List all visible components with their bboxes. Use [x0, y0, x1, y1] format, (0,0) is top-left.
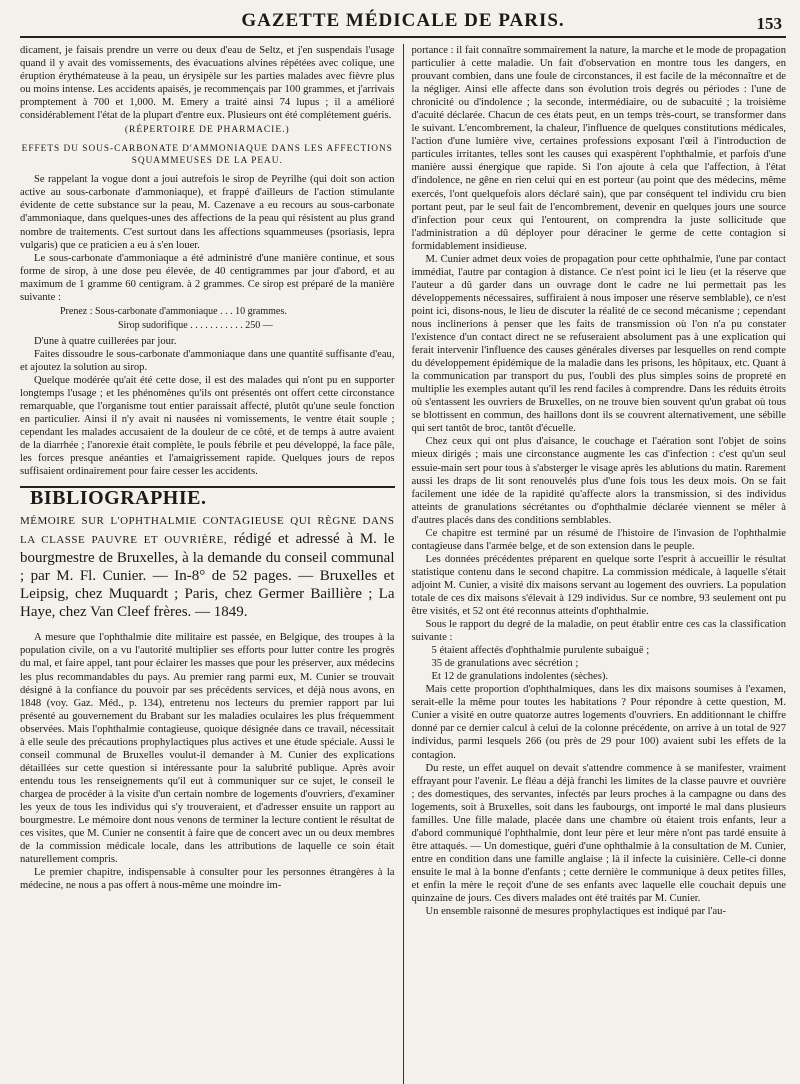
article-columns	[20, 44, 786, 1084]
page-header	[20, 10, 786, 38]
prescription-line: Prenez : Sous-carbonate d'ammoniaque . . . 10 grammes.	[60, 305, 287, 317]
left-column	[20, 44, 404, 1084]
paragraph: Se rappelant la vogue dont a joui autrefois le sirop de Peyrilhe (qui doit son action active au sous-carbonate d'ammoniaque), et frappé d'ailleurs de l'action stimulante évidente de cette substance sur la peau, M. Cazenave a eu recours au sous-carbonate d'ammoniaque, dans quelques-unes des affections de la peau qui résistent au plus grand nombre de traitements. C'est surtout dans les affections squammeuses (psoriasis, lepra vulgaris) que ce praticien a eu à s'en louer.	[20, 174, 395, 251]
paragraph: Sous le rapport du degré de la maladie, on peut établir entre ces cas la classification suivante :	[411, 619, 786, 644]
paragraph: Les données précédentes préparent en quelque sorte l'esprit à accueillir le résultat statistique contenu dans le second chapitre. La commission médicale, à laquelle s'était adjoint M. Cunier, a visité dix maisons servant au logement des ouvriers. La population totale de ces dix maisons s'élevait à 129 individus. Sur ce nombre, 93 seulement ont pu être visités, et 52 ont été reconnus atteints d'ophthalmie.	[411, 553, 786, 618]
paragraph: Mais cette proportion d'ophthalmiques, dans les dix maisons soumises à l'examen, serait-elle la même pour toutes les habitations ? Pour répondre à cette question, M. Cunier a visité en outre quatorze autres logements d'ouvriers. En additionnant le chiffre donné par ce dernier calcul à celui de la colonne précédente, on arrive à un total de 927 individus, parmi lesquels 266 (ou près de 29 pour 100) avaient subi les effets de la contagion.	[411, 684, 786, 761]
review-title-caps: MÉMOIRE SUR L'OPHTHALMIE CONTAGIEUSE QUI RÈGNE DANS LA CLASSE PAUVRE ET OUVRIÈRE,	[20, 515, 395, 547]
list-item: 35 de granulations avec sécrétion ;	[431, 658, 579, 670]
paragraph: dicament, je faisais prendre un verre ou deux d'eau de Seltz, et j'en suspendais l'usage quand il y avait des vomissements, des évacuations alvines répétées avec colique, une éruption érythémateuse à la peau, un érysipèle sur les parties malades avec fièvre plus ou moins intense. Les accidents apaisés, je recommençais par 100 grammes, et j'arrivais promptement à 700 et 1,000. M. Emery a traité ainsi 74 lupus ; il a amélioré considérablement l'état de la plupart d'entre eux. Plusieurs ont été complétement guéris.	[20, 45, 395, 122]
paragraph: Un ensemble raisonné de mesures prophylactiques est indiqué par l'au-	[425, 906, 727, 918]
paragraph: Chez ceux qui ont plus d'aisance, le couchage et l'aération sont l'objet de soins mieux dirigés ; mais une circonstance augmente les cas d'infection : c'est qu'un seul essuie-main sert pour tous à s'absterger le visage après les ablutions du matin. Rarement aussi les draps de lit sont renouvelés plus d'une fois tous les deux mois. On se fait facilement une idée de la rapidité qu'affecte alors la transmission, si des individus atteints de granulations sécrétantes ou d'ophthalmie déclarée viennent se mêler à d'autres placés dans des conditions semblables.	[411, 436, 786, 526]
paragraph: A mesure que l'ophthalmie dite militaire est passée, en Belgique, des troupes à la population civile, on a vu l'autorité multiplier ses efforts pour lutter contre les progrès du mal, et faire appel, tant pour éclairer les masses que pour les préserver, aux médecins les plus recommandables du pays. Au premier rang parmi eux, M. Cunier se trouvait désigné à la confiance du pouvoir par ses précédents services, et déjà nous avons, en 1848 (voy. Gaz. Méd., p. 134), entretenu nos lecteurs du premier rapport par lui présenté au gouvernement du Brabant sur les maladies oculaires les plus fréquemment observées. Mais l'ophthalmie contagieuse, quoique désignée dans ce travail, nécessitait à elle seule des précautions prophylactiques plus actives et une étude spéciale. Aussi le conseil communal de Bruxelles voulut-il demander à M. Cunier des explications détaillées sur cette question si intéressante pour la salubrité publique. Après avoir entendu tous les renseignements qu'il eut à communiquer sur ce sujet, le conseil le chargea de procéder à la visite d'un certain nombre de logements d'ouvriers, d'examiner les yeux de tous les individus qui s'y trouveraient, et d'adresser ensuite un rapport au bourgmestre. Le mémoire dont nous venons de terminer la lecture contient le résultat de ces visites, que M. Cunier ne consentit à faire que de concert avec un ou deux membres de la commission médicale locale, dans les attributions de laquelle ce soin était naturellement compris.	[20, 632, 395, 866]
review-title	[20, 511, 395, 621]
source-citation: (RÉPERTOIRE DE PHARMACIE.)	[124, 125, 290, 136]
paragraph: Le sous-carbonate d'ammoniaque a été administré d'une manière continue, et sous forme de sirop, à une dose peu élevée, de 40 centigrammes par jour d'abord, et au maximum de 1 gramme 60 centigram. à 2 grammes. Ce sirop est préparé de la manière suivante :	[20, 252, 395, 303]
journal-title: GAZETTE MÉDICALE DE PARIS.	[241, 10, 565, 31]
paragraph: Du reste, un effet auquel on devait s'attendre commence à se manifester, vraiment effrayant pour l'avenir. Le fléau a déjà franchi les limites de la classe pauvre et ouvrière ; des domestiques, des servantes, infectés par leurs proches à la campagne ou dans des logements, soit à Bruxelles, soit dans les faubourgs, ont importé le mal dans plusieurs familles. Une fille malade, placée dans une chambre où étaient trois enfants, leur a d'abord communiqué l'ophthalmie, dont leur père et leur mère n'ont pas tardé ensuite à être attaqués. — Un domestique, guéri d'une ophthalmie à la consultation de M. Cunier, entre en condition dans une famille anglaise ; là il infecte la cuisinière. Celle-ci donne ensuite le mal à la bonne d'enfants ; cette dernière le communique à deux petites filles, et enfin la mère le reçoit d'une de ses enfants avec laquelle elle couchait depuis une quinzaine de jours. Ces divers malades ont été traités par M. Cunier.	[411, 762, 786, 905]
paragraph: Le premier chapitre, indispensable à consulter pour les personnes étrangères à la médecine, ne nous a pas offert à nous-même une moindre im-	[20, 867, 395, 892]
right-column	[404, 44, 787, 1084]
page-number: 153	[756, 14, 782, 33]
paragraph: Faites dissoudre le sous-carbonate d'ammoniaque dans une quantité suffisante d'eau, et ajoutez la solution au sirop.	[20, 348, 395, 373]
list-item: 5 étaient affectés d'ophthalmie purulente subaiguë ;	[431, 645, 650, 657]
section-heading: EFFETS DU SOUS-CARBONATE D'AMMONIAQUE DANS LES AFFECTIONS SQUAMMEUSES DE LA PEAU.	[21, 144, 393, 167]
list-item: Et 12 de granulations indolentes (sèches).	[431, 671, 609, 683]
paragraph: M. Cunier admet deux voies de propagation pour cette ophthalmie, l'une par contact immédiat, l'autre par contagion à distance. Ce n'est point ici le lieu (et la réserve que l'auteur a dû garder dans un ouvrage dont le cadre ne lui permettait pas les développements nécessaires, suffiraient à nous imposer une réserve semblable), ce n'est point ici, disons-nous, le lieu de discuter la réalité de ce second mécanisme ; cependant nous inclinerions à penser que les faits de transmission où l'on n'a pu constater l'existence d'un contact direct ne se refuseraient absolument pas à une explication qui ferait intervenir l'influence des causes générales diverses par lesquelles on rend compte du développement épidémique de la maladie dans les prisons, les hôpitaux, etc. Quant à la communication par transport du pus, l'oubli des plus simples soins de propreté en multiplie les exemples autant qu'il les rend faciles à comprendre. Dans les réduits étroits où s'entassent les ouvriers de Bruxelles, on ne trouve bien souvent qu'un grabat où tous se blottissent en commun, des haillons dont ils se couvrent alternativement, une sébille qui sert tantôt de broc, tantôt d'écuelle.	[411, 253, 786, 435]
paragraph: portance : il fait connaître sommairement la nature, la marche et le mode de propagation particulier à cette maladie. Un fait d'observation en montre tous les dangers, en prouvant combien, dans une foule de circonstances, il est facile de la méconnaître et de la négliger. Ainsi elle affecte dans son évolution trois degrés ou périodes : l'une de chronicité ou d'indolence ; la seconde, intermédiaire, ou de subacuité ; la troisième d'acuité déclarée. Chacun de ces états peut, en un temps très-court, se transformer dans le suivant. L'encombrement, la chaleur, l'influence de quelques constitutions médicales, l'action d'une lumière vive, certaines professions exposant l'œil à l'introduction de particules irritantes, telles sont les causes qui exaspèrent l'ophthalmie, et parfois d'une manière aussi énergique que rapide. Si l'on ajoute à cela que l'affection, à l'état d'indolence, ne gêne en rien celui qui en est porteur (au point que des médecins, même exercés, l'ont quelquefois alors déclaré sain), que par conséquent tel individu cru bien portant peut, par le seul fait de l'encombrement, devenir en quelques jours une source d'infection pour ceux qui l'entourent, on comprendra la juste sollicitude que l'administration a dû déployer pour déraciner le germe de cette contagion si formidablement insidieuse.	[411, 45, 786, 252]
paragraph: Ce chapitre est terminé par un résumé de l'histoire de l'invasion de l'ophthalmie contagieuse dans l'armée belge, et de son extension dans le peuple.	[411, 527, 786, 552]
bibliography-heading: BIBLIOGRAPHIE.	[30, 487, 207, 510]
paragraph: D'une à quatre cuillerées par jour.	[34, 335, 177, 347]
paragraph: Quelque modérée qu'ait été cette dose, il est des malades qui n'ont pu en supporter longtemps l'usage ; et les phénomènes qu'ils ont présentés ont offert cette circonstance remarquable, que l'organisme tout entier paraissait affecté, plutôt qu'une seule fonction en particulier. Ainsi il n'y avait ni nausées ni vomissements, le ventre était souple ; cependant les malades accusaient de la douleur de ce côté, et de temps à autre avaient de la diarrhée ; l'anorexie était complète, le pouls fébrile et peu développé, la face pâle, les forces presque anéanties et l'amaigrissement rapide. Quelques jours de repos suffisaient ordinairement pour faire cesser les accidents.	[20, 374, 395, 478]
prescription-line: Sirop sudorifique . . . . . . . . . . . 250 —	[118, 320, 273, 332]
review-title-rest: rédigé et adressé à M. le bourgmestre de Bruxelles, à la demande du conseil communal ; par M. Fl. Cunier. — In-8° de 52 pages. — Bruxelles et Leipsig, chez Muquardt ; Paris, chez Germer Baillière ; La Haye, chez Van Cleef frères. — 1849.	[20, 531, 395, 621]
